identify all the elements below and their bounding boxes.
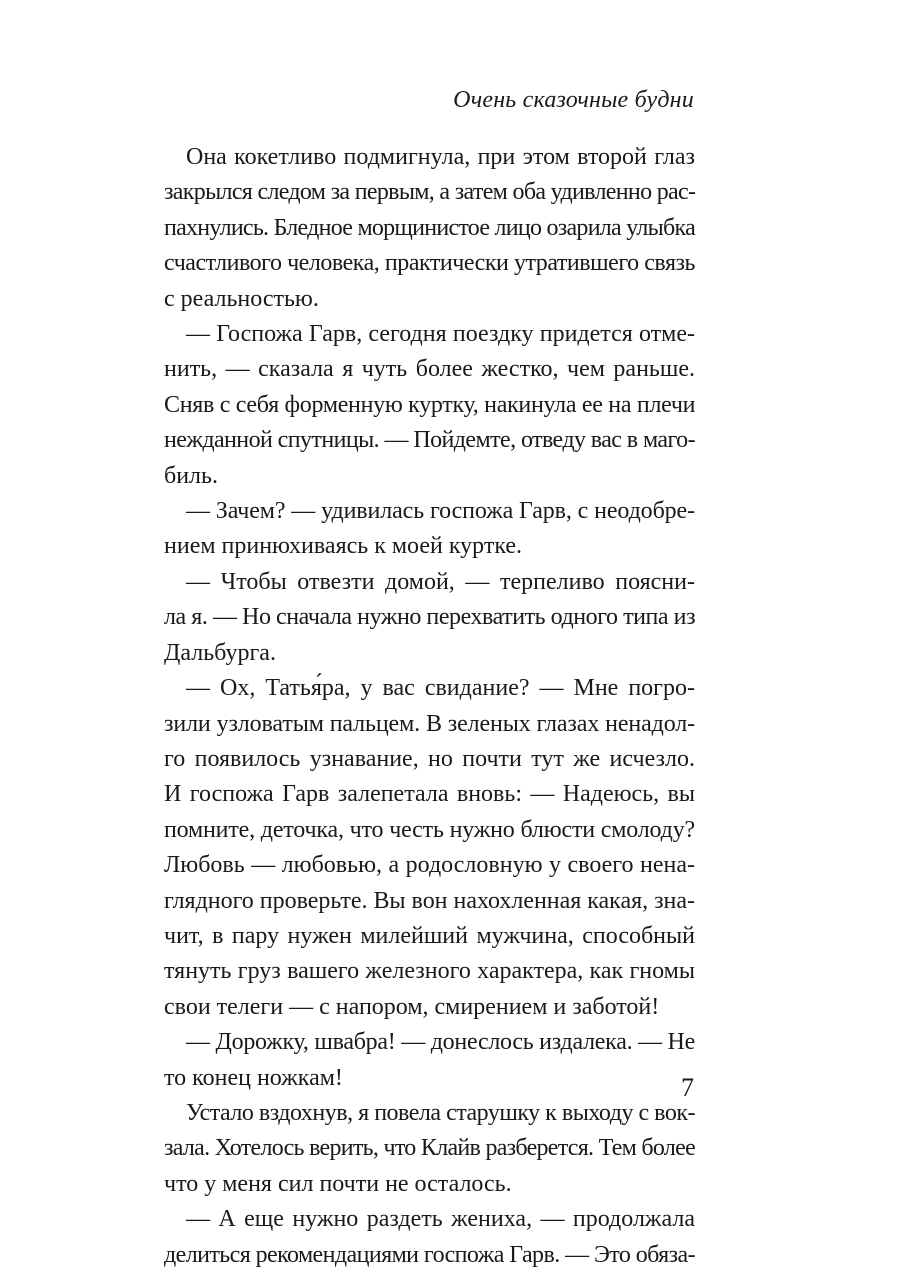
paragraph xyxy=(164,494,695,565)
paragraph xyxy=(164,1202,695,1273)
text-line: то конец ножкам! xyxy=(164,1064,343,1091)
text-line: счастливого человека, практически утратившего связь xyxy=(164,250,695,277)
text-line: — Госпожа Гарв, сегодня поездку придется отме- xyxy=(186,321,695,348)
text-line: с реальностью. xyxy=(164,285,319,312)
text-line: биль. xyxy=(164,462,218,489)
text-line: свои телеги — с напором, смирением и заботой! xyxy=(164,993,660,1020)
text-line: чит, в пару нужен милейший мужчина, способный xyxy=(164,922,695,949)
text-line: закрылся следом за первым, а затем оба удивленно рас- xyxy=(164,179,696,206)
text-line: го появилось узнавание, но почти тут же исчезло. xyxy=(164,745,695,772)
paragraph xyxy=(164,565,695,671)
running-head: Очень сказочные будни xyxy=(453,87,694,113)
text-line: ла я. — Но сначала нужно перехватить одного типа из xyxy=(164,604,696,631)
text-line: пахнулись. Бледное морщинистое лицо озарила улыбка xyxy=(164,214,695,241)
body-text xyxy=(164,140,695,1273)
text-line: помните, деточка, что честь нужно блюсти смолоду? xyxy=(164,816,695,843)
text-line: нежданной спутницы. — Пойдемте, отведу вас в маго- xyxy=(164,427,695,454)
text-line: — А еще нужно раздеть жениха, — продолжала xyxy=(186,1206,695,1233)
text-line: И госпожа Гарв залепетала вновь: — Надеюсь, вы xyxy=(164,781,695,808)
text-line: — Зачем? — удивилась госпожа Гарв, с неодобре- xyxy=(186,498,695,525)
paragraph xyxy=(164,1025,695,1096)
text-line: нить, — сказала я чуть более жестко, чем раньше. xyxy=(164,356,695,383)
text-line: тянуть груз вашего железного характера, как гномы xyxy=(164,958,695,985)
paragraph xyxy=(164,1096,695,1202)
text-line: Она кокетливо подмигнула, при этом второй глаз xyxy=(186,144,695,170)
paragraph xyxy=(164,140,695,317)
paragraph xyxy=(164,671,695,1025)
text-line: Любовь — любовью, а родословную у своего нена- xyxy=(164,852,695,879)
page-number: 7 xyxy=(681,1073,694,1102)
text-line: Устало вздохнув, я повела старушку к выходу с вок- xyxy=(186,1099,695,1126)
text-line: — Ох, Татья́ра, у вас свидание? — Мне погро- xyxy=(186,675,695,702)
text-line: — Дорожку, швабра! — донеслось издалека. — Не xyxy=(186,1029,695,1056)
paragraph xyxy=(164,317,695,494)
text-line: зала. Хотелось верить, что Клайв разберется. Тем более xyxy=(164,1135,695,1162)
text-line: нием принюхиваясь к моей куртке. xyxy=(164,533,523,560)
text-line: Дальбурга. xyxy=(164,639,276,666)
text-line: что у меня сил почти не осталось. xyxy=(164,1170,512,1197)
text-line: Сняв с себя форменную куртку, накинула ее на плечи xyxy=(164,391,696,418)
text-line: глядного проверьте. Вы вон нахохленная какая, зна- xyxy=(164,887,695,914)
text-line: делиться рекомендациями госпожа Гарв. — Это обяза- xyxy=(164,1241,695,1268)
text-line: зили узловатым пальцем. В зеленых глазах ненадол- xyxy=(164,710,695,737)
text-line: — Чтобы отвезти домой, — терпеливо поясни- xyxy=(186,568,695,595)
